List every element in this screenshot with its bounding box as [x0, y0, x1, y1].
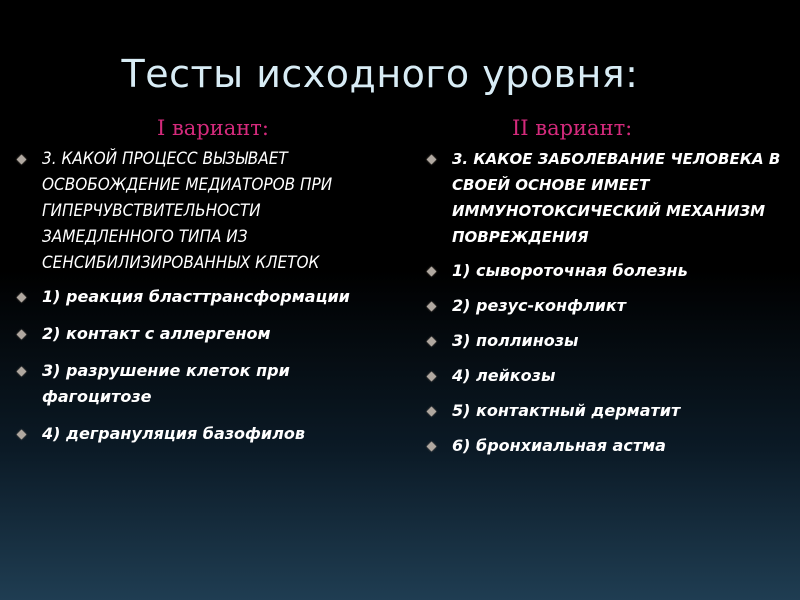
answer-text: 6) бронхиальная астма	[452, 436, 666, 455]
variant-1-answer	[14, 284, 384, 310]
bullet-icon	[427, 267, 437, 277]
question-text: 3. КАКОЕ ЗАБОЛЕВАНИЕ ЧЕЛОВЕКА В СВОЕЙ ОСНОВЕ ИМЕЕТ ИММУНОТОКСИЧЕСКИЙ МЕХАНИЗМ ПОВРЕЖДЕНИЯ	[452, 150, 781, 246]
bullet-icon	[427, 155, 437, 165]
variant-2-answer	[424, 258, 794, 284]
variant-2-heading: II вариант:	[512, 116, 633, 140]
bullet-icon	[17, 367, 27, 377]
variant-2-answer	[424, 398, 794, 424]
answer-text: 3) поллинозы	[452, 331, 579, 350]
variant-2-question	[424, 146, 794, 250]
variant-1-column	[14, 146, 384, 458]
bullet-icon	[17, 155, 27, 165]
bullet-icon	[17, 293, 27, 303]
variant-2-answer	[424, 328, 794, 354]
variant-2-column	[424, 146, 794, 468]
variant-2-answer	[424, 293, 794, 319]
answer-text: 2) контакт с аллергеном	[42, 324, 271, 343]
variant-2-answer	[424, 363, 794, 389]
answer-text: 2) резус-конфликт	[452, 296, 627, 315]
variant-1-heading: I вариант:	[157, 116, 269, 140]
answer-text: 4) лейкозы	[452, 366, 556, 385]
slide-title: Тесты исходного уровня:	[121, 52, 639, 96]
answer-text: 5) контактный дерматит	[452, 401, 681, 420]
bullet-icon	[427, 372, 437, 382]
bullet-icon	[427, 302, 437, 312]
answer-text: 3) разрушение клеток при фагоцитозе	[42, 361, 290, 406]
bullet-icon	[427, 407, 437, 417]
bullet-icon	[17, 330, 27, 340]
variant-1-answer	[14, 321, 384, 347]
variant-1-question	[14, 146, 384, 276]
bullet-icon	[17, 430, 27, 440]
answer-text: 4) дегрануляция базофилов	[42, 424, 305, 443]
answer-text: 1) сывороточная болезнь	[452, 261, 688, 280]
answer-text: 1) реакция бласттрансформации	[42, 287, 350, 306]
variant-2-answer	[424, 433, 794, 459]
variant-1-answer	[14, 421, 384, 447]
question-text: 3. КАКОЙ ПРОЦЕСС ВЫЗЫВАЕТ ОСВОБОЖДЕНИЕ МЕДИАТОРОВ ПРИ ГИПЕРЧУВСТВИТЕЛЬНОСТИ ЗАМЕДЛЕННОГО ТИПА ИЗ СЕНСИБИЛИЗИРОВАННЫХ КЛЕТОК	[42, 149, 333, 273]
bullet-icon	[427, 337, 437, 347]
bullet-icon	[427, 442, 437, 452]
variant-1-answer	[14, 358, 384, 410]
